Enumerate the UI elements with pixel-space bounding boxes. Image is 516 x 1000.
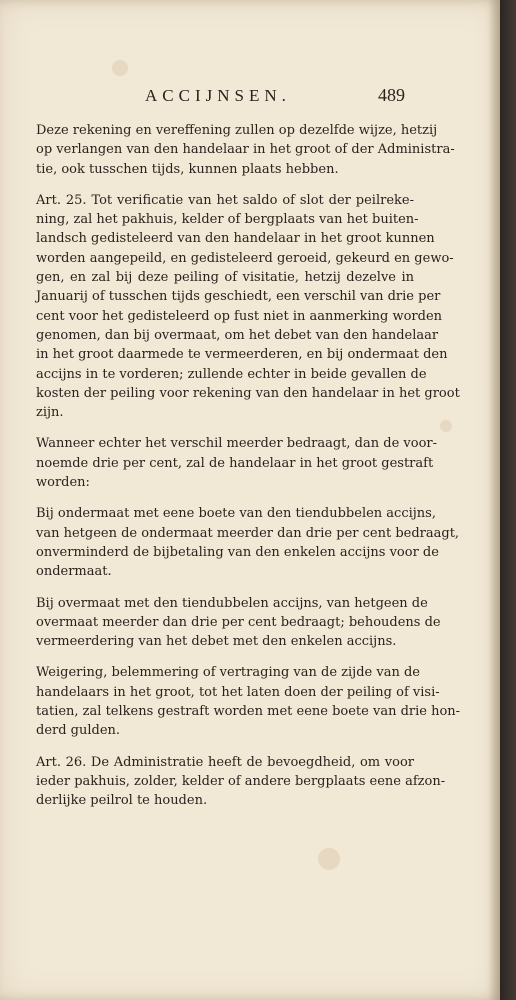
text-line: worden: [36,475,90,491]
paper-stain [440,420,452,432]
text-line: op verlangen van den handelaar in het groot of der Administra- [36,142,455,158]
text-line: genomen, dan bij overmaat, om het debet van den handelaar [36,327,439,343]
text-line: vermeerdering van het debet met den enkelen accijns. [36,634,397,650]
paragraph-art-26 [36,753,446,811]
text-line: zijn. [36,405,64,421]
text-line: Art. 26. De Administratie heeft de bevoegdheid, om voor [36,754,414,770]
paragraph-verschil [36,434,438,492]
text-line: overmaat meerder dan drie per cent bedraagt; behoudens de [36,614,441,630]
paragraph-art-25 [36,191,460,423]
text-line: tie, ook tusschen tijds, kunnen plaats hebben. [36,161,339,177]
text-line: kosten der peiling voor rekening van den handelaar in het groot [36,385,460,401]
text-line: Art. 25. Tot verificatie van het saldo of slot der peilreke- [36,192,414,208]
paragraph-rekening [36,121,455,179]
text-line: in het groot daarmede te vermeerderen, en bij ondermaat den [36,347,448,363]
text-line: Bij overmaat met den tiendubbelen accijns, van hetgeen de [36,595,428,611]
text-line: worden aangepeild, en gedisteleerd geroeid, gekeurd en gewo- [36,250,454,266]
text-line: Bij ondermaat met eene boete van den tiendubbelen accijns, [36,506,436,522]
paragraph-overmaat [36,594,441,652]
page-header [38,86,438,110]
paragraph-ondermaat [36,504,460,581]
text-line: Deze rekening en vereffening zullen op dezelfde wijze, hetzij [36,123,438,138]
text-line: ondermaat. [36,564,112,580]
text-line: derlijke peilrol te houden. [36,793,208,809]
text-line: accijns in te vorderen; zullende echter in beide gevallen de [36,366,427,382]
page-number: 489 [378,85,405,105]
text-line: gen, en zal bij deze peiling of visitatie, hetzij dezelve in [36,270,414,286]
paragraph-weigering [36,663,461,740]
text-line: Weigering, belemmering of vertraging van de zijde van de [36,665,420,681]
text-line: handelaars in het groot, tot het laten doen der peiling of visi- [36,684,440,700]
text-line: Wanneer echter het verschil meerder bedraagt, dan de voor- [36,436,438,452]
text-line: van hetgeen de ondermaat meerder dan drie per cent bedraagt, [36,525,460,541]
paper-stain [112,60,128,76]
running-title: ACCIJNSEN. [145,86,291,105]
scan-background-edge [500,0,516,1000]
page-fold-shadow [488,0,500,1000]
text-line: cent voor het gedisteleerd op fust niet in aanmerking worden [36,308,443,324]
text-line: onverminderd de bijbetaling van den enkelen accijns voor de [36,544,439,560]
paper-stain [318,848,340,870]
text-line: tatien, zal telkens gestraft worden met eene boete van drie hon- [36,704,461,720]
text-line: derd gulden. [36,723,121,739]
text-line: Januarij of tusschen tijds geschiedt, een verschil van drie per [36,289,441,305]
body-text [36,121,461,823]
text-line: ning, zal het pakhuis, kelder of bergplaats van het buiten- [36,212,419,228]
text-line: noemde drie per cent, zal de handelaar in het groot gestraft [36,455,434,471]
text-line: landsch gedisteleerd van den handelaar in het groot kunnen [36,231,435,247]
text-line: ieder pakhuis, zolder, kelder of andere bergplaats eene afzon- [36,773,446,789]
